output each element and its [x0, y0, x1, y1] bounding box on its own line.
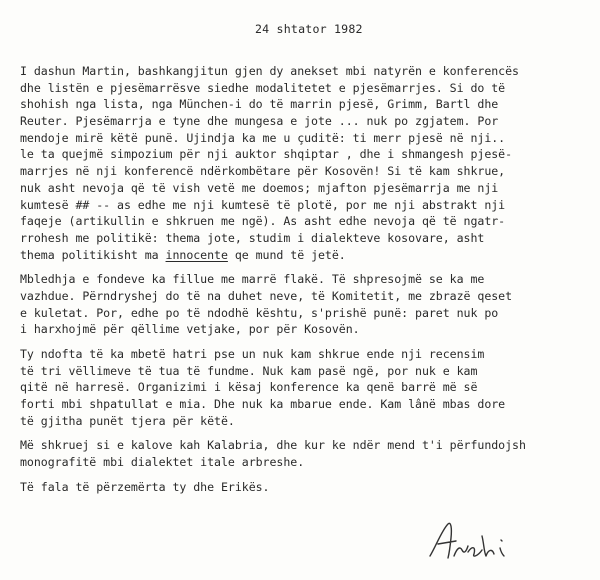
signature: [424, 516, 524, 566]
text-line: le ta quejmë simpozium për nji auktor shqiptar , dhe i shmangesh pjesë-: [20, 147, 513, 162]
text-line: faqeje (artikullin e shkruen me ngë). As asht edhe nevoja që të ngatr-: [20, 214, 506, 229]
line-start: thema politikisht ma: [20, 247, 166, 262]
paragraph-2: [20, 271, 595, 338]
text-line: nuk asht nevoja që të vish vetë me doemos; mjafton pjesëmarrja me nji: [20, 180, 499, 195]
underlined-word: innocente: [165, 247, 228, 262]
text-line: forti mbi shpatullat e mia. Dhe nuk ka mbarue ende. Kam lânë mbas dore: [20, 397, 506, 412]
text-line: marrjes në nji konferencë ndërkombëtare për Kosovën! Si të kam shkrue,: [20, 164, 506, 179]
text-line: dhe listën e pjesëmarrësve siedhe modalitetet e pjesëmarrjes. Si do të: [20, 80, 506, 95]
text-line: qitë në harresë. Organizimi i kësaj konference ka qenë barrë më së: [20, 380, 478, 395]
text-line: vazhdue. Përndryshej do të na duhet neve, të Komitetit, me zbrazë qeset: [20, 288, 513, 303]
paragraph-3: [20, 346, 595, 429]
text-line: Mbledhja e fondeve ka fillue me marrë flakë. Të shpresojmë se ka me: [20, 272, 485, 287]
text-line: kumtesë ## -- as edhe me nji kumtesë të plotë, por me nji abstrakt nji: [20, 197, 506, 212]
paragraph-5: [20, 479, 595, 496]
text-line: të gjitha punët tjera për këtë.: [20, 413, 235, 428]
text-line: monografitë mbi dialektet itale arbreshe.: [20, 455, 305, 470]
text-line: shohish nga lista, nga München-i do të marrin pjesë, Grimm, Bartl dhe: [20, 97, 499, 112]
text-line: të tri vëllimeve të tua të fundme. Nuk kam pasë ngë, por nuk e kam: [20, 363, 478, 378]
text-line: rrohesh me politikë: thema jote, studim i dialekteve kosovare, asht: [20, 230, 485, 245]
letter-body: [20, 63, 595, 496]
text-line-underlined: [20, 247, 595, 264]
paragraph-4: [20, 437, 595, 470]
paragraph-1: [20, 63, 595, 263]
text-line: I dashun Martin, bashkangjitun gjen dy anekset mbi natyrën e konferencës: [20, 64, 519, 78]
text-line: e kuletat. Por, edhe po të ndodhë kështu, s'prishë punë: paret nuk po: [20, 305, 499, 320]
text-line: Të fala të përzemërta ty dhe Erikës.: [20, 479, 270, 494]
line-end: qe mund të jetë.: [227, 247, 346, 262]
text-line: Ty ndofta të ka mbetë hatri pse un nuk kam shkrue ende nji recensim: [20, 347, 485, 361]
letter-date: 24 shtator 1982: [255, 22, 363, 36]
text-line: Më shkruej si e kalove kah Kalabria, dhe kur ke ndër mend t'i përfundojsh: [20, 438, 526, 453]
text-line: Reuter. Pjesëmarrja e tyne dhe mungesa e jote ... nuk po zgjatem. Por: [20, 114, 499, 129]
text-line: i harxhojmë për qëllime vetjake, por për Kosovën.: [20, 322, 360, 337]
text-line: mendoje mirë këtë punë. Ujindja ka me u çuditë: ti merr pjesë në nji..: [20, 130, 506, 145]
